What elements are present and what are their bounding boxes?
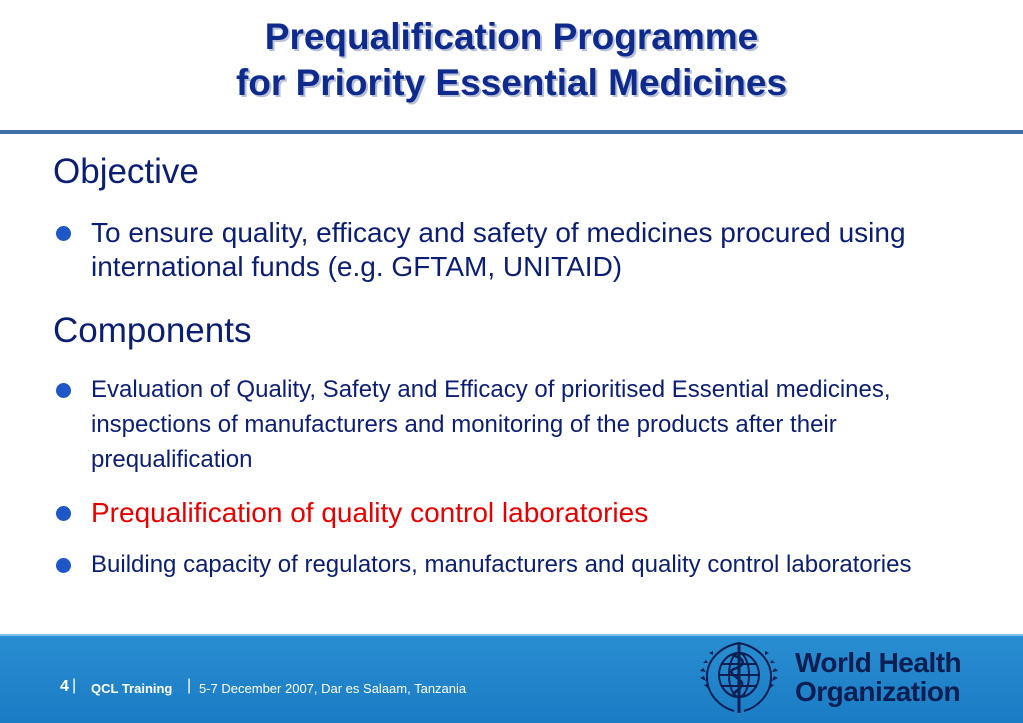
event-details: 5-7 December 2007, Dar es Salaam, Tanzania: [199, 681, 467, 696]
bullet-dot-icon: [56, 506, 71, 521]
slide-title: [0, 14, 1023, 106]
title-line-1: Prequalification Programme: [264, 16, 759, 57]
objective-bullet: [53, 216, 1003, 284]
footer-separator: |: [72, 677, 77, 694]
footer-divider: [0, 634, 1023, 636]
title-divider: [0, 130, 1023, 134]
objective-bullet-text: To ensure quality, efficacy and safety of medicines procured using international funds (e.g. GFTAM, UNITAID): [91, 217, 906, 282]
component-text-2: Prequalification of quality control laboratories: [91, 497, 649, 528]
component-bullet-1: [53, 372, 1003, 477]
component-text-1: Evaluation of Quality, Safety and Efficacy of prioritised Essential medicines, inspections of manufacturers and monitoring of the products after their prequalification: [91, 376, 891, 473]
who-emblem-icon: [694, 637, 784, 717]
component-bullet-2: [53, 496, 1003, 530]
bullet-dot-icon: [56, 226, 71, 241]
who-logo-line-1: World Health: [795, 647, 962, 678]
title-line-2: for Priority Essential Medicines: [235, 62, 788, 103]
bullet-dot-icon: [56, 383, 71, 398]
course-name: QCL Training: [91, 681, 173, 696]
objective-heading: Objective: [53, 152, 199, 191]
component-text-3: Building capacity of regulators, manufacturers and quality control laboratories: [91, 551, 912, 578]
components-heading: Components: [53, 311, 252, 350]
footer-separator: |: [187, 677, 192, 694]
bullet-dot-icon: [56, 558, 71, 573]
who-logo-text: [795, 648, 961, 706]
who-logo-line-2: Organization: [795, 676, 961, 707]
page-number: 4: [60, 678, 69, 695]
component-bullet-3: [53, 547, 1003, 582]
